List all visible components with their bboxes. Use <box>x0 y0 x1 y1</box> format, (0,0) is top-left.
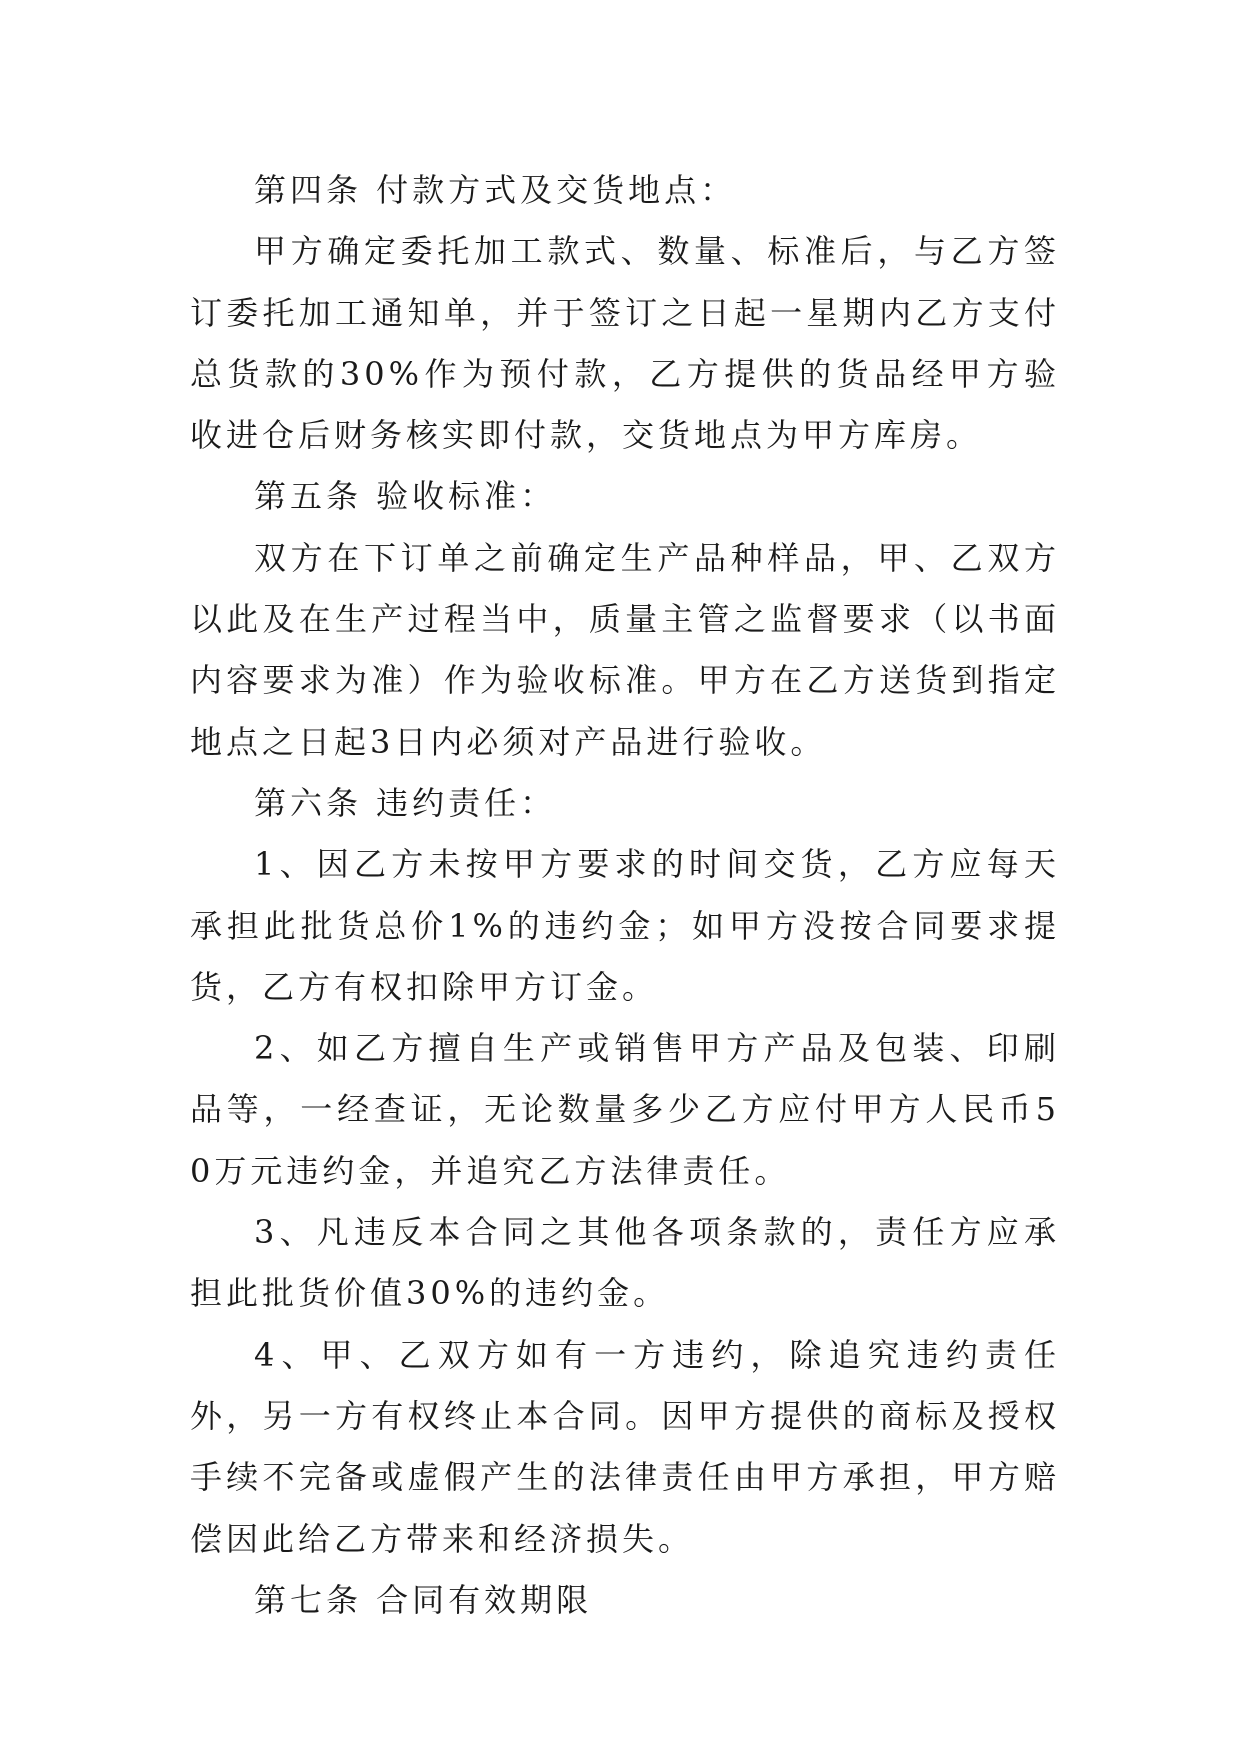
article-6-clause-3: 3、凡违反本合同之其他各项条款的，责任方应承担此批货价值30%的违约金。 <box>190 1213 1060 1313</box>
article-4-text: 甲方确定委托加工款式、数量、标准后，与乙方签订委托加工通知单，并于签订之日起一星期内乙方支付总货款的30%作为预付款，乙方提供的货品经甲方验收进仓后财务核实即付款，交货地点为甲方库房。 <box>190 232 1060 455</box>
article-6-clause-1: 1、因乙方未按甲方要求的时间交货，乙方应每天承担此批货总价1%的违约金；如甲方没按合同要求提货，乙方有权扣除甲方订金。 <box>190 845 1060 1006</box>
article-5-heading: 第五条 验收标准： <box>254 477 557 516</box>
article-6-clause-2: 2、如乙方擅自生产或销售甲方产品及包装、印刷品等，一经查证，无论数量多少乙方应付甲方人民币50万元违约金，并追究乙方法律责任。 <box>190 1029 1060 1190</box>
article-7-heading: 第七条 合同有效期限 <box>254 1580 593 1619</box>
article-6-clause-4: 4、甲、乙双方如有一方违约，除追究违约责任外，另一方有权终止本合同。因甲方提供的商标及授权手续不完备或虚假产生的法律责任由甲方承担，甲方赔偿因此给乙方带来和经济损失。 <box>190 1335 1060 1558</box>
article-6-heading: 第六条 违约责任： <box>254 783 557 822</box>
article-5-text: 双方在下订单之前确定生产品种样品，甲、乙双方以此及在生产过程当中，质量主管之监督要求（以书面内容要求为准）作为验收标准。甲方在乙方送货到指定地点之日起3日内必须对产品进行验收。 <box>190 538 1060 761</box>
article-4-heading: 第四条 付款方式及交货地点： <box>254 171 737 209</box>
document-body <box>190 160 1060 1631</box>
